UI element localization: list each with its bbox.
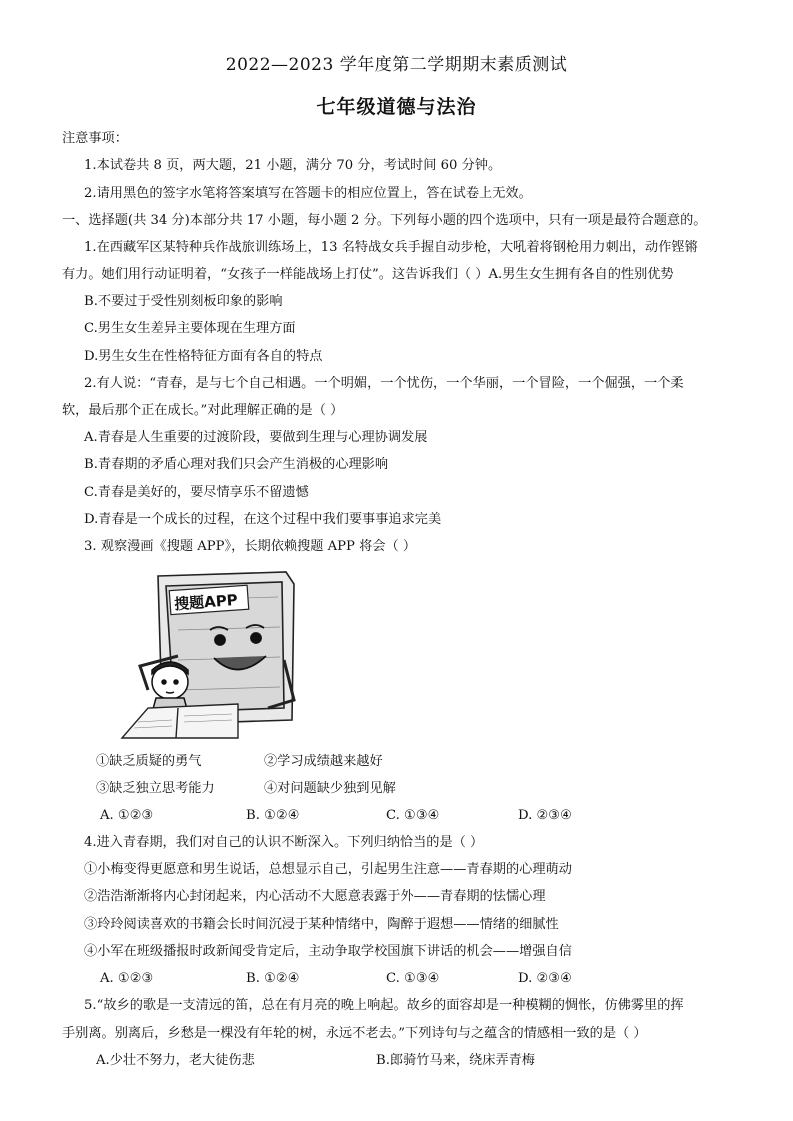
question-2-stem-line1: 2.有人说：“青春，是与七个自己相遇。一个明媚，一个忧伤，一个华丽，一个冒险，一个倔强，一个柔 xyxy=(84,376,684,391)
question-5-option-b: B.郎骑竹马来，绕床弄青梅 xyxy=(376,1053,535,1068)
notes-heading: 注意事项： xyxy=(62,131,128,146)
question-5-stem-line1: 5.“故乡的歌是一支清远的笛，总在有月亮的晚上响起。故乡的面容却是一种模糊的惆怅，仿佛雾里的挥 xyxy=(84,998,684,1013)
question-4-option-c: C. ①③④ xyxy=(386,971,440,986)
question-3-statement-4: ④对问题缺少独到见解 xyxy=(264,781,396,796)
cartoon-label: 搜题APP xyxy=(173,590,239,614)
question-3-statement-1: ①缺乏质疑的勇气 xyxy=(96,754,202,769)
cartoon-illustration xyxy=(118,570,308,742)
question-3-option-b: B. ①②④ xyxy=(246,808,300,823)
question-4-statement-3: ③玲玲阅读喜欢的书籍会长时间沉浸于某种情绪中，陶醉于遐想——情绪的细腻性 xyxy=(84,917,559,932)
question-3-options xyxy=(0,807,793,825)
question-4-options xyxy=(0,970,793,988)
question-5-options xyxy=(0,1052,793,1070)
question-1-option-b: B.不要过于受性别刻板印象的影响 xyxy=(84,294,283,309)
question-4-option-b: B. ①②④ xyxy=(246,971,300,986)
question-4-stem: 4.进入青春期，我们对自己的认识不断深入。下列归纳恰当的是（ ） xyxy=(84,835,484,850)
question-2-option-b: B.青春期的矛盾心理对我们只会产生消极的心理影响 xyxy=(84,457,389,472)
note-item-1: 1.本试卷共 8 页，两大题，21 小题，满分 70 分，考试时间 60 分钟。 xyxy=(84,158,502,173)
question-4-option-d: D. ②③④ xyxy=(518,971,572,986)
question-3-statement-2: ②学习成绩越来越好 xyxy=(264,754,383,769)
question-3-option-a: A. ①②③ xyxy=(100,808,154,823)
question-3-stem: 3. 观察漫画《搜题 APP》，长期依赖搜题 APP 将会（ ） xyxy=(84,539,417,554)
question-4-option-a: A. ①②③ xyxy=(100,971,154,986)
question-1-stem-line2: 有力。她们用行动证明着，“女孩子一样能战场上打仗”。这告诉我们（ ）A.男生女生拥有各自的性别优势 xyxy=(62,267,674,282)
question-1-option-c: C.男生女生差异主要体现在生理方面 xyxy=(84,321,296,336)
question-5-stem-line2: 手别离。别离后，乡愁是一棵没有年轮的树，永远不老去。”下列诗句与之蕴含的情感相一致的是（ ） xyxy=(62,1026,647,1041)
cartoon-search-app-figure xyxy=(118,570,308,742)
question-1-stem-line1: 1.在西藏军区某特种兵作战旅训练场上，13 名特战女兵手握自动步枪，大吼着将钢枪用力刺出，动作铿锵 xyxy=(84,240,698,255)
question-2-option-c: C.青春是美好的，要尽情享乐不留遗憾 xyxy=(84,485,309,500)
question-2-option-a: A.青春是人生重要的过渡阶段，要做到生理与心理协调发展 xyxy=(84,430,428,445)
question-3-option-d: D. ②③④ xyxy=(518,808,572,823)
question-3-option-c: C. ①③④ xyxy=(386,808,440,823)
exam-subject: 七年级道德与法治 xyxy=(316,96,477,118)
note-item-2: 2.请用黑色的签字水笔将答案填写在答题卡的相应位置上，答在试卷上无效。 xyxy=(84,186,532,201)
question-4-statement-2: ②浩浩渐渐将内心封闭起来，内心活动不大愿意表露于外——青春期的怯懦心理 xyxy=(84,889,546,904)
question-3-statement-3: ③缺乏独立思考能力 xyxy=(96,781,215,796)
question-2-option-d: D.青春是一个成长的过程，在这个过程中我们要事事追求完美 xyxy=(84,512,442,527)
question-4-statement-1: ①小梅变得更愿意和男生说话，总想显示自己，引起男生注意——青春期的心理萌动 xyxy=(84,862,572,877)
question-4-statement-4: ④小军在班级播报时政新闻受肯定后，主动争取学校国旗下讲话的机会——增强自信 xyxy=(84,944,572,959)
question-2-stem-line2: 软，最后那个正在成长。”对此理解正确的是（ ） xyxy=(62,403,344,418)
question-1-option-d: D.男生女生在性格特征方面有各自的特点 xyxy=(84,349,323,364)
question-5-option-a: A.少壮不努力，老大徒伤悲 xyxy=(96,1053,255,1068)
exam-title: 2022—2023 学年度第二学期期末素质测试 xyxy=(225,55,568,75)
section-heading: 一、选择题(共 34 分)本部分共 17 小题，每小题 2 分。下列每小题的四个选项中，只有一项是最符合题意的。 xyxy=(62,213,707,228)
